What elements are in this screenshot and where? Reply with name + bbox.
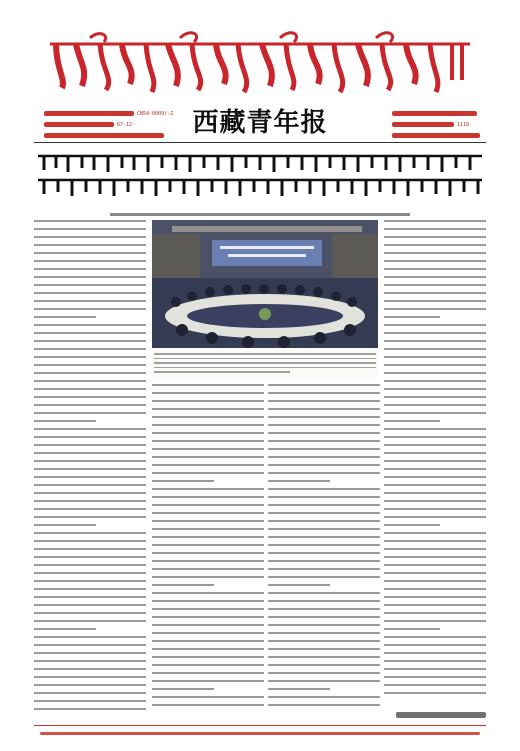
text-line (384, 548, 486, 550)
text-line (384, 516, 486, 518)
text-line (268, 480, 330, 482)
text-line (384, 540, 486, 542)
text-line (152, 624, 264, 626)
text-line (152, 424, 264, 426)
text-line (268, 600, 380, 602)
text-line (268, 448, 380, 450)
text-line (34, 300, 146, 302)
text-line (384, 356, 486, 358)
text-line (34, 356, 146, 358)
text-line (268, 496, 380, 498)
text-line (384, 468, 486, 470)
text-line (34, 308, 146, 310)
article-signoff (396, 712, 486, 718)
text-line (34, 604, 146, 606)
text-line (34, 244, 146, 246)
text-line (34, 396, 146, 398)
text-line (34, 676, 146, 678)
text-line (152, 392, 264, 394)
text-line (384, 612, 486, 614)
text-line (34, 612, 146, 614)
text-line (152, 552, 264, 554)
text-line (384, 692, 486, 694)
text-line (152, 464, 264, 466)
text-line (268, 464, 380, 466)
text-line (34, 228, 146, 230)
text-line (268, 648, 380, 650)
text-line (34, 364, 146, 366)
text-line (384, 324, 486, 326)
issue-info-left (44, 100, 194, 136)
text-line (34, 340, 146, 342)
text-line (152, 640, 264, 642)
text-line (34, 564, 146, 566)
text-line (384, 332, 486, 334)
text-line (384, 492, 486, 494)
text-line (384, 668, 486, 670)
text-line (152, 536, 264, 538)
text-line (268, 504, 380, 506)
text-line (384, 236, 486, 238)
text-line (268, 472, 380, 474)
text-line (152, 480, 214, 482)
footer-divider (34, 725, 486, 726)
text-line (34, 292, 146, 294)
text-line (34, 236, 146, 238)
text-line (268, 608, 380, 610)
text-line (34, 636, 146, 638)
text-line (34, 316, 96, 318)
text-line (34, 388, 146, 390)
text-line (384, 580, 486, 582)
text-line (152, 600, 264, 602)
text-line (268, 568, 380, 570)
text-line (384, 316, 440, 318)
text-line (152, 616, 264, 618)
text-line (268, 456, 380, 458)
info-left-1: CN54-0009/-Z (137, 110, 174, 117)
text-line (34, 428, 146, 430)
text-line (384, 524, 440, 526)
text-line (34, 500, 146, 502)
text-line (268, 592, 380, 594)
text-line (34, 332, 146, 334)
text-line (384, 444, 486, 446)
text-line (384, 620, 486, 622)
text-line (268, 536, 380, 538)
text-line (152, 648, 264, 650)
text-line (268, 552, 380, 554)
text-line (384, 684, 486, 686)
newspaper-chinese-title: 西藏青年报 (192, 108, 328, 138)
text-line (152, 696, 264, 698)
info-right-1: 1118 (457, 121, 470, 128)
masthead-tibetan-title (40, 28, 480, 98)
text-line (34, 444, 146, 446)
text-line (384, 396, 486, 398)
text-line (152, 440, 264, 442)
text-line (152, 560, 264, 562)
text-line (384, 532, 486, 534)
text-line (152, 472, 264, 474)
text-line (34, 684, 146, 686)
text-line (268, 384, 380, 386)
text-line (34, 220, 146, 222)
text-line (384, 340, 486, 342)
text-line (152, 576, 264, 578)
text-line (34, 324, 146, 326)
text-line (384, 588, 486, 590)
text-line (268, 624, 380, 626)
text-line (34, 372, 146, 374)
text-line (152, 672, 264, 674)
issue-info-right (392, 100, 484, 136)
text-line (34, 556, 146, 558)
text-line (152, 384, 264, 386)
text-line (384, 564, 486, 566)
text-line (384, 452, 486, 454)
text-line (152, 688, 214, 690)
text-line (268, 432, 380, 434)
text-line (152, 496, 264, 498)
text-line (152, 448, 264, 450)
text-line (384, 372, 486, 374)
meeting-photo (152, 220, 378, 348)
text-line (384, 252, 486, 254)
photo-caption (152, 350, 378, 378)
text-line (34, 468, 146, 470)
text-line (268, 640, 380, 642)
text-line (152, 608, 264, 610)
text-line (268, 440, 380, 442)
text-line (152, 664, 264, 666)
text-line (384, 276, 486, 278)
text-line (384, 476, 486, 478)
text-line (34, 492, 146, 494)
masthead-divider (34, 142, 486, 143)
text-line (268, 424, 380, 426)
text-line (34, 596, 146, 598)
text-line (384, 628, 440, 630)
text-line (384, 380, 486, 382)
text-line (34, 380, 146, 382)
text-line (152, 528, 264, 530)
text-line (268, 632, 380, 634)
text-line (384, 556, 486, 558)
text-line (384, 660, 486, 662)
text-line (384, 220, 486, 222)
text-line (152, 432, 264, 434)
text-line (34, 348, 146, 350)
text-line (152, 456, 264, 458)
article-column-4 (384, 220, 486, 700)
text-line (34, 660, 146, 662)
text-line (34, 252, 146, 254)
text-line (268, 664, 380, 666)
text-line (34, 260, 146, 262)
text-line (34, 644, 146, 646)
text-line (152, 592, 264, 594)
text-line (384, 388, 486, 390)
article-column-2 (152, 384, 264, 712)
text-line (384, 572, 486, 574)
text-line (34, 284, 146, 286)
info-left-2: 67-12 (117, 121, 133, 128)
text-line (152, 488, 264, 490)
text-line (384, 500, 486, 502)
text-line (384, 652, 486, 654)
text-line (384, 484, 486, 486)
text-line (34, 620, 146, 622)
text-line (34, 708, 146, 710)
text-line (384, 644, 486, 646)
text-line (34, 436, 146, 438)
text-line (152, 584, 214, 586)
text-line (34, 628, 96, 630)
text-line (152, 408, 264, 410)
text-line (268, 392, 380, 394)
text-line (268, 528, 380, 530)
text-line (152, 504, 264, 506)
text-line (34, 412, 146, 414)
text-line (384, 428, 486, 430)
text-line (152, 656, 264, 658)
text-line (384, 228, 486, 230)
text-line (384, 508, 486, 510)
text-line (34, 452, 146, 454)
text-line (152, 416, 264, 418)
article-column-3 (268, 384, 380, 712)
text-line (268, 576, 380, 578)
text-line (152, 400, 264, 402)
text-line (34, 548, 146, 550)
footer-info (40, 730, 480, 738)
text-line (384, 268, 486, 270)
text-line (268, 512, 380, 514)
text-line (34, 404, 146, 406)
text-line (34, 692, 146, 694)
text-line (384, 364, 486, 366)
text-line (34, 516, 146, 518)
text-line (34, 572, 146, 574)
text-line (34, 420, 96, 422)
text-line (268, 672, 380, 674)
text-line (34, 580, 146, 582)
text-line (268, 560, 380, 562)
text-line (152, 520, 264, 522)
text-line (384, 604, 486, 606)
text-line (34, 652, 146, 654)
text-line (268, 408, 380, 410)
text-line (268, 400, 380, 402)
text-line (268, 704, 380, 706)
text-line (34, 508, 146, 510)
text-line (384, 300, 486, 302)
text-line (34, 588, 146, 590)
text-line (384, 460, 486, 462)
text-line (384, 244, 486, 246)
main-headline (34, 150, 486, 200)
text-line (268, 656, 380, 658)
text-line (268, 696, 380, 698)
text-line (34, 668, 146, 670)
text-line (268, 416, 380, 418)
text-line (34, 476, 146, 478)
text-line (34, 268, 146, 270)
subheadline (110, 204, 410, 212)
text-line (268, 520, 380, 522)
text-line (268, 544, 380, 546)
text-line (34, 532, 146, 534)
text-line (384, 292, 486, 294)
text-line (384, 404, 486, 406)
text-line (268, 688, 330, 690)
text-line (384, 348, 486, 350)
text-line (34, 276, 146, 278)
text-line (152, 544, 264, 546)
text-line (152, 632, 264, 634)
text-line (384, 412, 486, 414)
text-line (34, 540, 146, 542)
text-line (34, 700, 146, 702)
text-line (152, 680, 264, 682)
text-line (152, 568, 264, 570)
text-line (34, 460, 146, 462)
text-line (34, 524, 96, 526)
text-line (384, 420, 440, 422)
text-line (384, 260, 486, 262)
text-line (152, 704, 264, 706)
text-line (268, 488, 380, 490)
text-line (384, 676, 486, 678)
text-line (268, 680, 380, 682)
article-column-1 (34, 220, 146, 716)
text-line (384, 284, 486, 286)
text-line (384, 436, 486, 438)
text-line (384, 596, 486, 598)
text-line (268, 584, 330, 586)
text-line (384, 308, 486, 310)
text-line (268, 616, 380, 618)
text-line (384, 636, 486, 638)
text-line (152, 512, 264, 514)
text-line (34, 484, 146, 486)
